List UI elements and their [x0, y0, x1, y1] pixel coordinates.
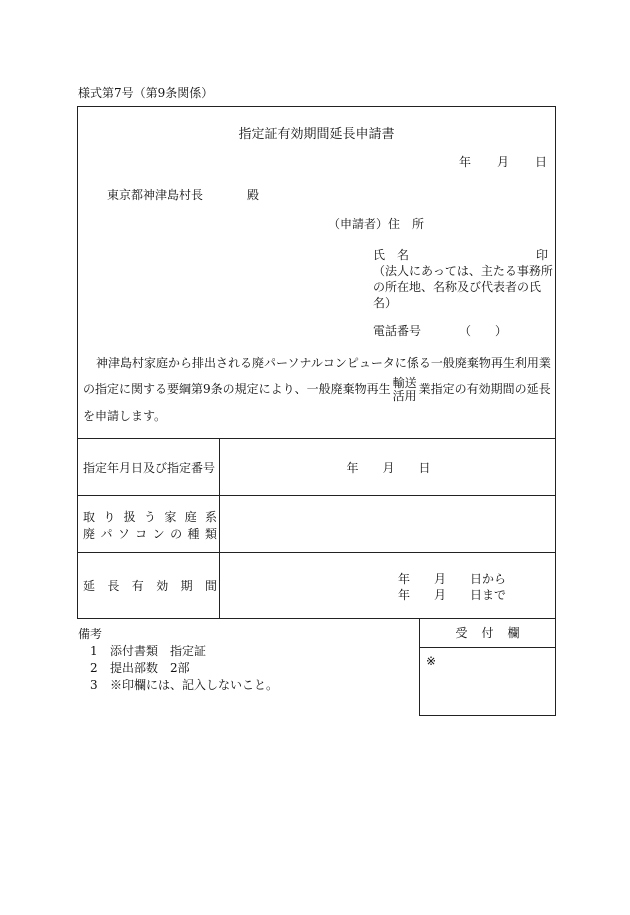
date-year-label: 年	[458, 155, 471, 169]
divider	[78, 552, 555, 553]
applicant-name-row	[373, 246, 548, 263]
seal-mark: 印	[535, 248, 548, 262]
choice-transport: 輸送	[392, 375, 417, 390]
period-from: 年 月 日から	[398, 572, 507, 586]
pc-type-label-line2: 廃パソコンの種類	[83, 527, 217, 541]
remark-text: 添付書類 指定証	[110, 644, 207, 658]
statement-part1: 神津島村家庭から排出される廃パーソナルコンピュータに係る一般廃棄物再生利用業の指定に関する要綱第9条の規定により、一般廃棄物再生	[83, 356, 551, 396]
date-day-label: 日	[534, 155, 547, 169]
reception-mark: ※	[426, 654, 437, 668]
statement-part2: 業指定の有効期間の延長を申請します。	[83, 382, 551, 423]
business-type-choice	[393, 377, 417, 403]
remark-text: ※印欄には、記入しないこと。	[110, 678, 279, 692]
remark-number: 2	[90, 661, 98, 675]
phone-row	[373, 322, 507, 339]
phone-label: 電話番号	[373, 324, 422, 338]
period-to: 年 月 日まで	[398, 588, 507, 602]
remarks-list	[78, 643, 278, 694]
application-date	[433, 153, 547, 170]
reception-header: 受付欄	[420, 619, 555, 648]
application-statement	[83, 350, 553, 429]
addressee	[107, 186, 259, 203]
list-item	[90, 677, 278, 694]
applicant-name-label: 氏 名	[373, 248, 410, 262]
remark-number: 1	[90, 644, 98, 658]
applicant-address-label: （申請者）住 所	[328, 217, 425, 231]
extension-period-label: 延長有効期間	[83, 579, 217, 593]
corporate-note: （法人にあっては、主たる事務所の所在地、名称及び代表者の氏名）	[373, 264, 553, 310]
application-form-frame	[77, 106, 556, 619]
list-item	[90, 660, 278, 677]
remark-text: 提出部数 2部	[110, 661, 190, 675]
remark-number: 3	[90, 678, 98, 692]
addressee-name: 東京都神津島村長	[107, 188, 204, 202]
form-number: 様式第7号（第9条関係）	[78, 86, 214, 100]
addressee-honorific: 殿	[247, 188, 260, 202]
choice-utilize: 活用	[392, 388, 417, 403]
date-month-label: 月	[496, 155, 509, 169]
list-item	[90, 643, 278, 660]
divider	[78, 495, 555, 496]
divider	[78, 438, 555, 439]
page-title: 指定証有効期間延長申請書	[238, 127, 395, 142]
remarks-heading: 備考	[78, 627, 103, 641]
designation-label: 指定年月日及び指定番号	[83, 461, 216, 475]
phone-area-code: （ ）	[459, 324, 508, 338]
designation-value: 年 月 日	[346, 461, 431, 475]
remarks	[78, 626, 278, 694]
reception-box	[419, 619, 556, 716]
pc-type-label-line1: 取り扱う家庭系	[83, 510, 217, 524]
